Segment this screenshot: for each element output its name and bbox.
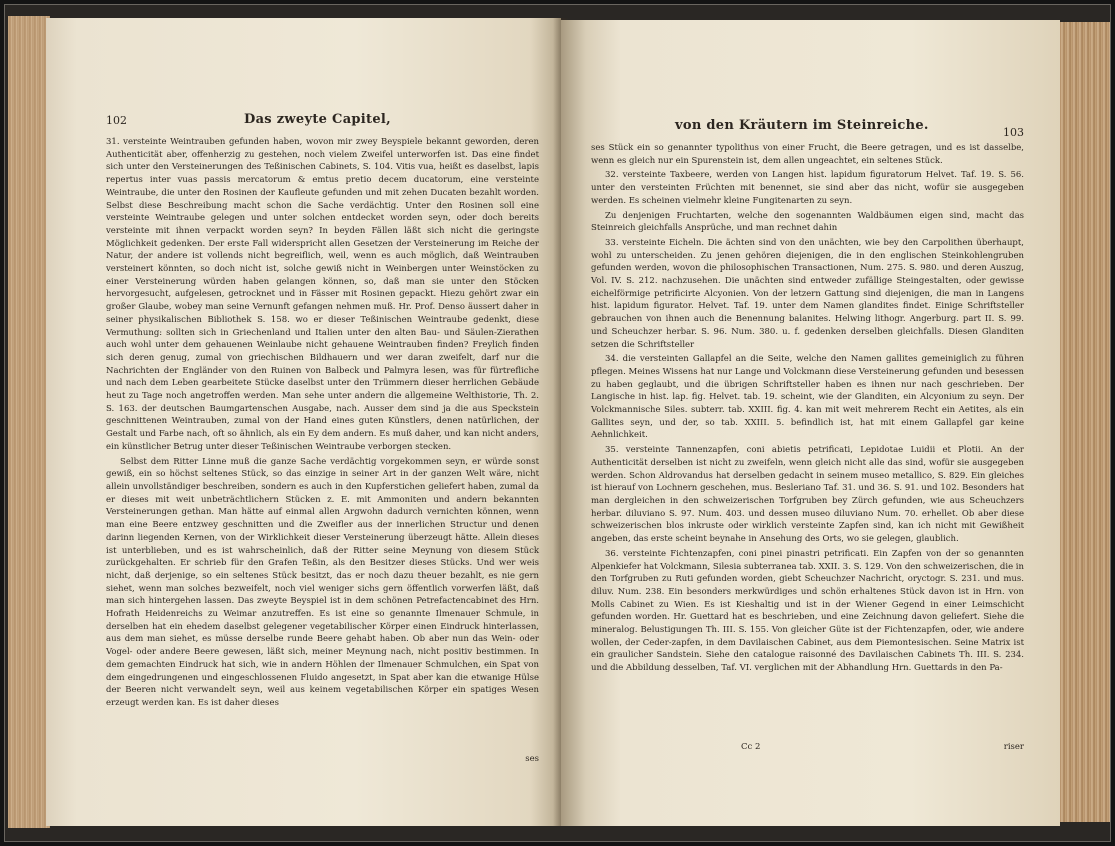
right-catchword: riser xyxy=(1003,742,1024,752)
right-signature-mark: Cc 2 xyxy=(741,742,761,752)
left-running-head: Das zweyte Capitel, xyxy=(244,112,391,127)
book-edge-left xyxy=(8,16,50,828)
right-paragraph-5: 34. die versteinten Gallapfel an die Seite, welche den Namen gallites gemeiniglich zu führen pflegen. Meines Wissens hat nur Lange und Volckmann diese Versteinerung gefunden und besessen zu haben geglaubt, und die übrigen Schriftsteller haben es ihnen nur nach geschrieben. Der Langische in hist. lap. fig. Helvet. tab. 19. scheint, wie der Glanditen, ein Alcyonium zu seyn. Der Volckmannische Siles. subterr. tab. XXIII. fig. 4. kan mit weit mehrerem Recht ein Aetites, als ein Gallites seyn, und der, so tab. XXIII. 5. befindlich ist, hat mit einem Gallapfel gar keine Aehnlichkeit. xyxy=(591,354,1024,441)
right-paragraph-2: 32. versteinte Taxbeere, werden von Langen hist. lapidum figuratorum Helvet. Taf. 19. S. 56. unter den versteinten Früchten mit benennet, sie sind aber das nicht, wofür sie ausgegeben werden. Es scheinen vielmehr kleine Fungitenarten zu seyn. xyxy=(591,170,1024,206)
left-page-header xyxy=(106,114,539,130)
right-paragraph-3: Zu denjenigen Fruchtarten, welche den sogenannten Waldbäumen eigen sind, macht das Steinreich gleichfalls Ansprüche, und man rechnet dahin xyxy=(591,210,1024,234)
left-page-number: 102 xyxy=(106,114,127,127)
left-page xyxy=(46,18,561,826)
right-running-head: von den Kräutern im Steinreiche. xyxy=(675,118,929,133)
left-paragraph-1: 31. versteinte Weintrauben gefunden haben, wovon mir zwey Beyspiele bekannt geworden, deren Authenticität aber, offenherzig zu gestehen, noch vielem Zweifel unterworfen ist. Das eine findet sich unter den Versteinerungen des Teßinischen Cabinets, S. 104. Vitis vua, heißt es daselbst, lapis repertus inter vuas passis mercatorum & emtus pretio decem ducatorum, eine versteinte Weintraube, die unter den Rosinen der Kaufleute gefunden und mit zehen Ducaten bezahlt worden. Selbst diese Beschreibung macht schon die Sache verdächtig. Unter den Rosinen soll eine versteinte Weintraube gelegen und unter solchen entdecket worden seyn, oder doch bereits versteinte mit ihnen verpackt worden seyn? In beyden Fällen läßt sich nicht die geringste Möglichkeit gedenken. Der erste Fall widerspricht allen Gesetzen der Versteinerung im Reiche der Natur, der andere ist vollends nicht begreiflich, weil, wenn es auch möglich, daß Weintrauben versteinert könnten, so doch nicht ist, solche gewiß nicht in Weinbergen unter Weinstöcken zu einer Versteinerung würden haben gelangen können, so, daß man sie unter den Stöcken hervorgesucht, aufgelesen, getrocknet und in Fässer mit Rosinen gepackt. Hiezu gehört zwar ein großer Glaube, wobey man seine Vernunft gefangen nehmen muß. Hr. Prof. Denso äussert daher in seiner physikalischen Bibliothek S. 158. wo er dieser Teßinischen Weintraube gedenkt, diese Vermuthung: sollten sich in Griechenland und Italien unter den alten Bau- und Säulen-Zierathen auch wohl unter dem gehauenen Weinlaube nicht gehauene Weintrauben finden? Freylich finden sich deren genug, zumal von griechischen Bildhauern und wer daran zweifelt, darf nur die Nachrichten der Engländer von den Ruinen von Balbeck und Palmyra lesen, was für fürtrefliche und nach dem Leben gearbeitete Stücke daselbst unter den Trümmern dieser herrlichen Gebäude heut zu Tage noch angetroffen werden. Man sehe unter andern die allgemeine Welthistorie, Th. 2. S. 163. der deutschen Baumgartenschen Ausgabe, nach. Ausser dem sind ja die aus Speckstein geschnittenen Weintrauben, zumal von der Hand eines guten Künstlers, denen natürlichen, der Gestalt und Farbe nach, oft so ähnlich, als ein Ey dem andern. Es muß daher, und kan nicht anders, ein künstlicher Betrug unter dieser Teßinischen Weintraube verborgen stecken. xyxy=(106,137,539,452)
right-paragraph-1: ses Stück ein so genannter typolithus von einer Frucht, die Beere getragen, und es ist dasselbe, wenn es gleich nur ein Spurenstein ist, dem allen ungeachtet, ein seltenes Stück. xyxy=(591,143,1024,166)
right-paragraph-6: 35. versteinte Tannenzapfen, coni abietis petrificati, Lepidotae Luidii et Plotii. An der Authenticität derselben ist nicht zu zweifeln, wenn gleich nicht alle das sind, wofür sie ausgegeben werden. Schon Aldrovandus hat derselben gedacht in seinem museo metallico, S. 829. Ein gleiches ist hierauf von Lochnern geschehen, mus. Besleriano Taf. 31. und 36. S. 91. und 102. Besonders hat man dergleichen in den schweizerischen Torfgruben bey Zürch gefunden, wie aus Scheuchzers herbar. diluviano S. 97. Num. 403. und dessen museo diluviano Num. 70. erhellet. Ob aber diese schweizerischen blos inkruste oder wirklich versteinte Zapfen sind, kan ich nicht mit Gewißheit angeben, das erste scheint beynahe in Ansehung des Orts, wo sie gelegen, glaublich. xyxy=(591,445,1024,545)
right-page-header xyxy=(591,118,1024,139)
right-paragraph-4: 33. versteinte Eicheln. Die ächten sind von den unächten, wie bey den Carpolithen überhaupt, wohl zu unterscheiden. Zu jenen gehören diejenigen, die in den englischen Steinkohlengruben gefunden werden, wovon die philosophischen Transactionen, Num. 275. S. 980. und deren Auszug, Vol. IV. S. 212. nachzusehen. Die unächten sind entweder zufällige Steingestalten, oder gewisse eichelförmige petrificirte Alcyonien. Von der letzern Gattung sind diejenigen, die man in Langens hist. lapidum figurator. Helvet. Taf. 19. unter dem Namen glandites findet. Einige Schriftsteller gebrauchen von ihnen auch die Benennung balanites. Helwing lithogr. Angerburg. part II. S. 99. und Scheuchzer herbar. S. 96. Num. 380. u. f. gedenken derselben gleichfalls. Diesen Glanditen setzen die Schriftsteller xyxy=(591,237,1024,350)
left-catchword: ses xyxy=(525,754,539,764)
right-page xyxy=(561,20,1060,826)
left-paragraph-2: Selbst dem Ritter Linne muß die ganze Sache verdächtig vorgekommen seyn, er würde sonst gewiß, ein so höchst seltenes Stück, so das einzige in seiner Art in der ganzen Welt wäre, nicht allein unvollständiger beschreiben, sondern es auch in den Kupferstichen geliefert haben, zumal da er dieses mit weit unbeträchtlichern Stücken z. E. mit Ammoniten und andern bekannten Versteinerungen gethan. Man hätte auf einmal allen Argwohn dadurch vernichten können, wenn man eine Beere entzwey geschnitten und die Zweifler aus der innerlichen Structur und denen darinn liegenden Kernen, von der Wirklichkeit dieser Versteinerung überzeugt hätte. Allein dieses ist unterblieben, und es ist wahrscheinlich, daß der Ritter seine Meynung von diesem Stück zurückgehalten. Er schrieb für den Grafen Teßin, als den Besitzer dieses Stücks. Und wer weis nicht, daß derjenige, so ein seltenes Stück besitzt, das er noch dazu theuer bezahlt, es nie gern siehet, wenn man solches bezweifelt, noch viel weniger sichs gern öffentlich vorwerfen läßt, daß man sich hintergehen lassen. Das zweyte Beyspiel ist in dem schönen Petrefactencabinet des Hrn. Hofrath Heidenreichs zu Weimar anzutreffen. Es ist eine so genannte Ilmenauer Schmule, in derselben hat ein ehedem daselbst gelegener vegetabilischer Körper einen Eindruck hinterlassen, aus dem man siehet, es müsse derselbe runde Beere gehabt haben. Ob aber nun das Wein- oder Vogel- oder andere Beere gewesen, läßt sich, meiner Meynung nach, nicht positiv bestimmen. In dem gemachten Eindruck hat sich, wie in andern Höhlen der Ilmenauer Schmulchen, ein Spat von dem eingedrungenen und eingeschlossenen Fluido angesetzt, in Spat aber kan die etwanige Hülse der Beeren nicht verwandelt seyn, weil aus keinem vegetabilischen Körper ein spatiges Wesen erzeugt werden kan. Es ist daher dieses xyxy=(106,456,539,708)
right-paragraph-7: 36. versteinte Fichtenzapfen, coni pinei pinastri petrificati. Ein Zapfen von der so genannten Alpenkiefer hat Volckmann, Silesia subterranea tab. XXII. 3. S. 129. Von den schweizerischen, die in den Torfgruben zu Ruti gefunden worden, giebt Scheuchzer Nachricht, oryctogr. S. 231. und mus. diluv. Num. 238. Ein besonders merkwürdiges und schön erhaltenes Stück davon ist in Hrn. von Molls Cabinet zu Wien. Es ist Kieshaltig und ist in der Wiener Gegend in einer Leimschicht gefunden worden. Hr. Guettard hat es beschrieben, und eine Zeichnung davon geliefert. Siehe die mineralog. Belustigungen Th. III. S. 155. Von gleicher Güte ist der Fichtenzapfen, oder, wie andere wollen, der Ceder-zapfen, in dem Davilaischen Cabinet, aus dem Piemontesischen. Seine Matrix ist ein graulicher Sandstein. Siehe den catalogue raisonné des Davilaischen Cabinets Th. III. S. 234. und die Abbildung desselben, Taf. VI. verglichen mit der Abhandlung Hrn. Guettards in den Pa- xyxy=(591,548,1024,674)
book-edge-right xyxy=(1060,22,1110,822)
right-page-number: 103 xyxy=(1003,126,1024,139)
